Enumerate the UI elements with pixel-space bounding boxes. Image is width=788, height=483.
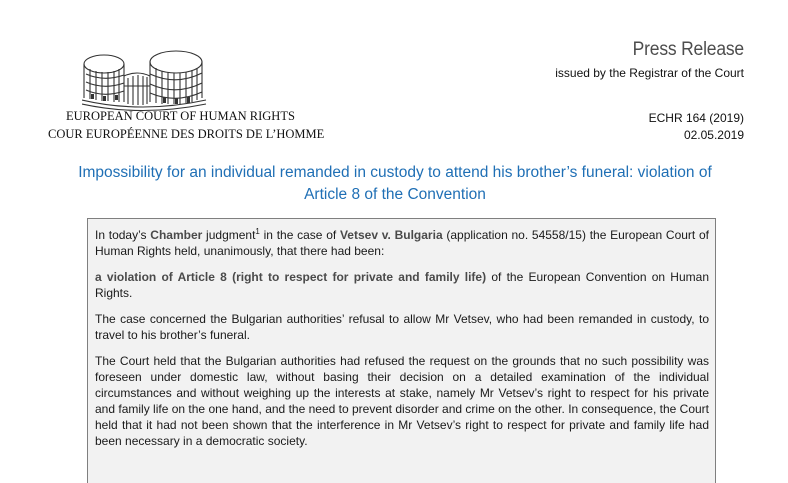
summary-paragraph-4: The Court held that the Bulgarian authorities had refused the request on the grounds that no such possibility was foreseen under domestic law, without basing their decision on a detailed examination of the individual circumstances and without weighing up the interests at stake, namely Mr Vetsev’s right to respect for his private and family life on the one hand, and the need to prevent disorder and crime on the other. In consequence, the Court held that it had not been shown that the interference in Mr Vetsev’s right to respect for private and family life had been necessary in a democratic society.	[95, 354, 709, 448]
issued-by-registrar: issued by the Registrar of the Court	[555, 66, 744, 80]
summary-paragraph-1: In today’s Chamber judgment$^1$ in the case of Vetsev v. Bulgaria (application no. 54558/15) the European Court of Human Rights held, unanimously, that there had been:	[95, 227, 709, 258]
court-building-logo	[82, 42, 210, 114]
chamber-label: Chamber	[150, 228, 203, 242]
summary-paragraph-2: a violation of Article 8 (right to respect for private and family life) of the European Convention on Human Rights.	[95, 270, 709, 300]
court-name-english: EUROPEAN COURT OF HUMAN RIGHTS	[66, 109, 295, 123]
summary-box	[87, 218, 716, 483]
release-date: 02.05.2019	[683, 128, 744, 142]
court-name-french: COUR EUROPÉENNE DES DROITS DE L’HOMME	[48, 127, 325, 141]
press-release-title: Press Release	[632, 39, 744, 60]
violation-statement: a violation of Article 8 (right to respect for private and family life)	[95, 270, 487, 284]
reference-number: ECHR 164 (2019)	[648, 111, 744, 125]
case-name: Vetsev v. Bulgaria	[339, 228, 443, 242]
headline: Impossibility for an individual remanded in custody to attend his brother’s funeral: violation of Article 8 of the Convention	[78, 164, 712, 203]
summary-paragraph-3: The case concerned the Bulgarian authorities’ refusal to allow Mr Vetsev, who had been remanded in custody, to travel to his brother’s funeral.	[95, 312, 709, 342]
footnote-marker[interactable]: 1	[255, 227, 260, 236]
